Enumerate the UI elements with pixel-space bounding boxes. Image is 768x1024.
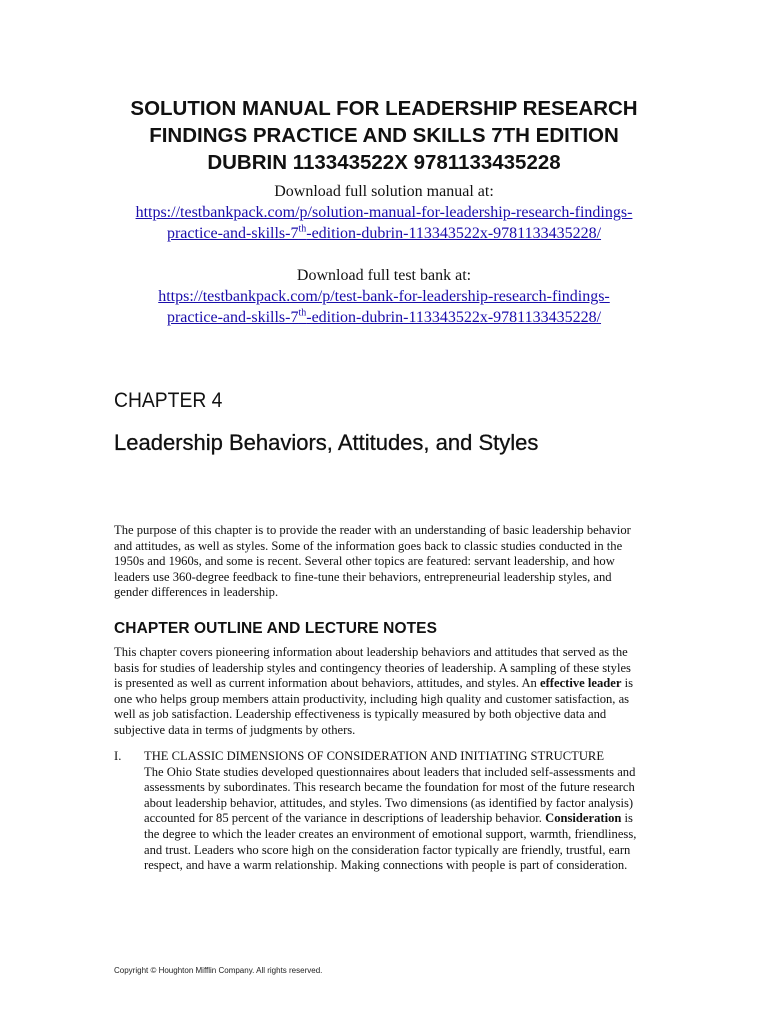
paragraph-line: The Ohio State studies developed questionnaires about leaders that included self-assessments and	[144, 764, 636, 779]
paragraph-text: accounted for 85 percent of the variance in descriptions of leadership behavior.	[144, 811, 546, 826]
paragraph-line: one who helps group members attain productivity, including high quality and customer satisfaction, as	[114, 691, 630, 706]
paragraph-line: gender differences in leadership.	[114, 585, 279, 600]
paragraph-line: The purpose of this chapter is to provide the reader with an understanding of basic leadership behavior	[114, 523, 631, 537]
paragraph-line: about leadership behavior, attitudes, and styles. Two dimensions (as identified by factor analysis)	[144, 795, 634, 810]
chapter-title: Leadership Behaviors, Attitudes, and Styles	[114, 430, 539, 455]
paragraph-line: well as job satisfaction. Leadership effectiveness is typically measured by both objective data and	[114, 707, 607, 722]
test-bank-link-line2-end: -edition-dubrin-113343522x-9781133435228/	[306, 309, 602, 326]
test-bank-download	[60, 265, 708, 328]
paragraph-line: assessments by subordinates. This research became the foundation for most of the future research	[144, 780, 635, 795]
test-bank-link-line1: https://testbankpack.com/p/test-bank-for-leadership-research-findings-	[158, 288, 610, 305]
paragraph-text: is	[621, 811, 633, 826]
solution-manual-link-continued[interactable]	[60, 223, 708, 244]
test-bank-link-line2: practice-and-skills-7	[166, 309, 299, 326]
superscript-th: th	[298, 223, 307, 235]
outline-paragraph	[114, 645, 686, 739]
document-title-line: DUBRIN 113343522X 9781133435228	[207, 151, 561, 174]
paragraph-line	[114, 676, 686, 692]
paragraph-text: is	[621, 676, 634, 691]
paragraph-line: the degree to which the leader creates an environment of emotional support, warmth, friendliness,	[144, 826, 637, 841]
paragraph-line: 1950s and 1960s, and some is recent. Several other topics are featured: servant leadership, and how	[114, 554, 615, 569]
roman-numeral: I.	[114, 749, 122, 763]
paragraph-text: is presented as well as current information about behaviors, attitudes, and styles. An	[114, 676, 540, 691]
superscript-th: th	[298, 307, 307, 319]
solution-manual-download	[60, 181, 708, 244]
paragraph-line	[144, 811, 694, 827]
solution-manual-link-line2-end: -edition-dubrin-113343522x-9781133435228/	[306, 225, 602, 242]
paragraph-line: leaders use 360-degree feedback to fine-tune their behaviors, entrepreneurial leadership styles, and	[114, 569, 612, 584]
solution-manual-link-line2: practice-and-skills-7	[166, 225, 299, 242]
outline-item-heading: THE CLASSIC DIMENSIONS OF CONSIDERATION AND INITIATING STRUCTURE	[144, 749, 605, 763]
paragraph-line: and attitudes, as well as styles. Some of the information goes back to classic studies conducted in the	[114, 538, 623, 553]
solution-manual-label: Download full solution manual at:	[274, 183, 494, 200]
intro-paragraph	[114, 523, 686, 601]
test-bank-link[interactable]	[60, 286, 708, 307]
test-bank-label: Download full test bank at:	[296, 267, 472, 284]
chapter-number: CHAPTER 4	[114, 389, 223, 412]
bold-term-effective-leader: effective leader	[540, 676, 622, 691]
outline-item-body	[144, 749, 694, 874]
paragraph-line: This chapter covers pioneering information about leadership behaviors and attitudes that served as the	[114, 645, 628, 659]
paragraph-line: basis for studies of leadership styles and contingency theories of leadership. A sampling of these styles	[114, 660, 631, 675]
paragraph-line: subjective data in terms of judgments by others.	[114, 722, 356, 737]
section-heading: CHAPTER OUTLINE AND LECTURE NOTES	[114, 620, 438, 637]
solution-manual-link[interactable]	[60, 202, 708, 223]
paragraph-line: respect, and have a warm relationship. Making connections with people is part of consideration.	[144, 858, 628, 873]
paragraph-line: and trust. Leaders who score high on the consideration factor typically are friendly, trustful, earn	[144, 842, 631, 857]
bold-term-consideration: Consideration	[545, 811, 622, 826]
solution-manual-link-line1: https://testbankpack.com/p/solution-manual-for-leadership-research-findings-	[135, 204, 633, 221]
document-title	[60, 95, 708, 176]
document-title-line: SOLUTION MANUAL FOR LEADERSHIP RESEARCH	[130, 97, 638, 120]
test-bank-link-continued[interactable]	[60, 307, 708, 328]
document-title-line: FINDINGS PRACTICE AND SKILLS 7TH EDITION	[149, 124, 619, 147]
copyright-footer: Copyright © Houghton Mifflin Company. All rights reserved.	[114, 966, 323, 975]
